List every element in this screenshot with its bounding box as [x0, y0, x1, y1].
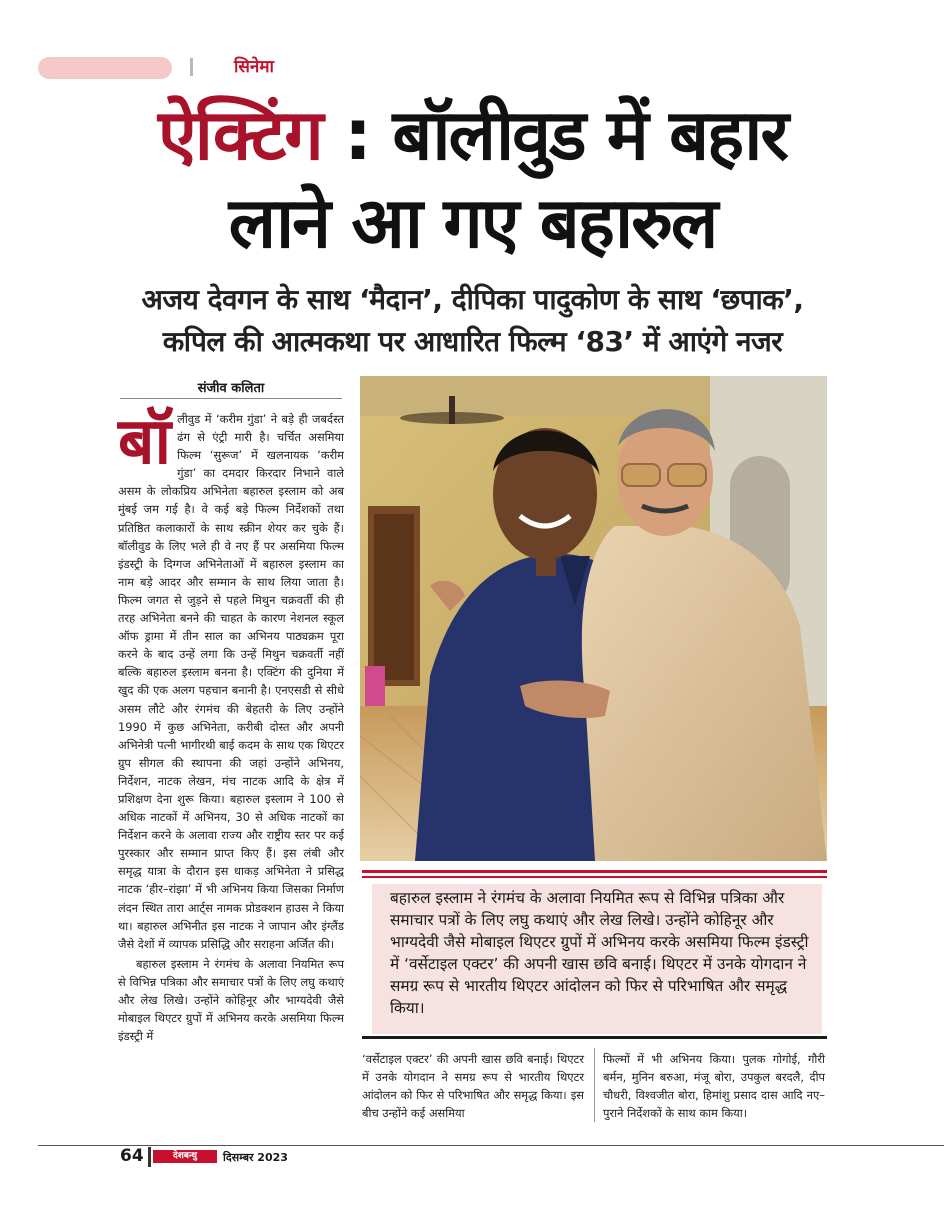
article-paragraph-text: लीवुड में ‘करीम गुंडा’ ने बड़े ही जबर्दस्त ढंग से एंट्री मारी है। चर्चित असमिया फिल्म ‘सुरूज’ में खलनायक ‘करीम गुंडा’ का दमदार किरदार निभाने वाले असम के लोकप्रिय अभिनेता बहारुल इस्लाम को अब मुंबई जम गई है। वे कई बड़े फिल्म निर्देशकों तथा प्रतिष्ठित कलाकारों के साथ स्क्रीन शेयर कर चुके हैं। बॉलीवुड के लिए भले ही वे नए हैं पर असमिया फिल्म इंडस्ट्री के दिग्गज अभिनेताओं में बहारुल इस्लाम का नाम बड़े आदर और सम्मान के साथ लिया जाता है। फिल्म जगत से जुड़ने से पहले मिथुन चक्रवर्ती की ही तरह अभिनेता बनने की चाहत के कारण नेशनल स्कूल ऑफ ड्रामा में तीन साल का अभिनय पाठ्यक्रम पूरा करने के बाद उन्हें लगा कि उन्हें मिथुन चक्रवर्ती नहीं बल्कि बहारुल इस्लाम बनना है। एक्टिंग की दुनिया में खुद की एक अलग पहचान बनानी है। एनएसडी से सीधे असम लौटे और रंगमंच की बेहतरी के लिए उन्होंने 1990 में कुछ अभिनेता, करीबी दोस्त और अपनी अभिनेत्री पत्नी भागीरथी बाई कदम के साथ एक थिएटर ग्रुप सीगल की स्थापना की जहां उन्होंने अभिनय, निर्देशन, नाटक लेखन, मंच नाटक आदि के क्षेत्र में प्रशिक्षण देना शुरू किया। बहारुल इस्लाम ने 100 से अधिक नाटकों में अभिनय, 30 से अधिक नाटकों का निर्देशन करने के अलावा राज्य और राष्ट्रीय स्तर पर कई पुरस्कार और सम्मान प्राप्त किए हैं। इस लंबी और समृद्ध यात्रा के दौरान इस धाकड़ अभिनेता ने प्रसिद्ध नाटक ‘हीर–रांझा’ में भी अभिनय किया जिसका निर्माण लंदन स्थित तारा आर्ट्स नामक प्रोडक्शन हाउस ने किया था। बहारुल अभिनीत इस नाटक ने जापान और इंग्लैंड जैसे देशों में व्यापक प्रसिद्धि और सराहना अर्जित की। — [118, 412, 344, 951]
pull-quote-rule-top-inner — [362, 876, 827, 878]
drop-cap: बॉ — [118, 405, 172, 479]
footer-divider — [148, 1147, 151, 1167]
section-decoration — [38, 57, 172, 79]
headline-line-2: लाने आ गए बहारुल — [228, 182, 717, 264]
byline-rule — [120, 398, 342, 399]
article-photo — [360, 376, 827, 861]
photo-illustration — [360, 376, 827, 861]
section-divider — [190, 58, 193, 76]
pull-quote-rule-bottom — [362, 1036, 827, 1039]
article-column-2: ‘वर्सेटाइल एक्टर’ की अपनी खास छवि बनाई। थिएटर में उनके योगदान ने समग्र रूप से भारतीय थिएटर आंदोलन को फिर से परिभाषित और समृद्ध किया। इस बीच उन्होंने कई असमिया — [362, 1052, 584, 1121]
publication-logo: देशबन्धु — [153, 1150, 217, 1163]
column-divider — [594, 1048, 595, 1122]
headline-rest: : बॉलीवुड में बहार — [321, 94, 787, 176]
pull-quote-rule-top — [362, 870, 827, 873]
page-number: 64 — [120, 1146, 144, 1166]
subheadline-line-1: अजय देवगन के साथ ‘मैदान’, दीपिका पादुकोण के साथ ‘छपाक’, — [141, 283, 804, 316]
headline-highlight: ऐक्टिंग — [158, 94, 322, 176]
article-paragraph — [118, 405, 344, 953]
section-label: सिनेमा — [234, 57, 274, 77]
footer-rule — [38, 1145, 944, 1146]
article-column-1 — [118, 405, 344, 1045]
issue-date: दिसम्बर 2023 — [223, 1151, 288, 1164]
article-column-3: फिल्मों में भी अभिनय किया। पुलक गोगोई, गौरी बर्मन, मुनिन बरुआ, मंजू बोरा, उपकुल बरदलै, दीप चौधरी, विश्वजीत बोरा, हिमांशु प्रसाद दास आदि नए–पुराने निर्देशकों के साथ काम किया। — [603, 1052, 825, 1121]
article-paragraph: बहारुल इस्लाम ने रंगमंच के अलावा नियमित रूप से विभिन्न पत्रिका और समाचार पत्रों के लिए लघु कथाएं और लेख लिखे। उन्होंने कोहिनूर और भाग्यदेवी जैसे मोबाइल थिएटर ग्रुपों में अभिनय करके असमिया फिल्म इंडस्ट्री में — [118, 956, 344, 1044]
subheadline-line-2: कपिल की आत्मकथा पर आधारित फिल्म ‘83’ में आएंगे नजर — [162, 325, 783, 358]
byline: संजीव कलिता — [197, 381, 265, 396]
headline-line-1 — [0, 94, 945, 176]
pull-quote: बहारुल इस्लाम ने रंगमंच के अलावा नियमित रूप से विभिन्न पत्रिका और समाचार पत्रों के लिए लघु कथाएं और लेख लिखे। उन्होंने कोहिनूर और भाग्यदेवी जैसे मोबाइल थिएटर ग्रुपों में अभिनय करके असमिया फिल्म इंडस्ट्री में ‘वर्सेटाइल एक्टर’ की अपनी खास छवि बनाई। थिएटर में उनके योगदान ने समग्र रूप से भारतीय थिएटर आंदोलन को फिर से परिभाषित और समृद्ध किया। — [390, 889, 809, 1017]
